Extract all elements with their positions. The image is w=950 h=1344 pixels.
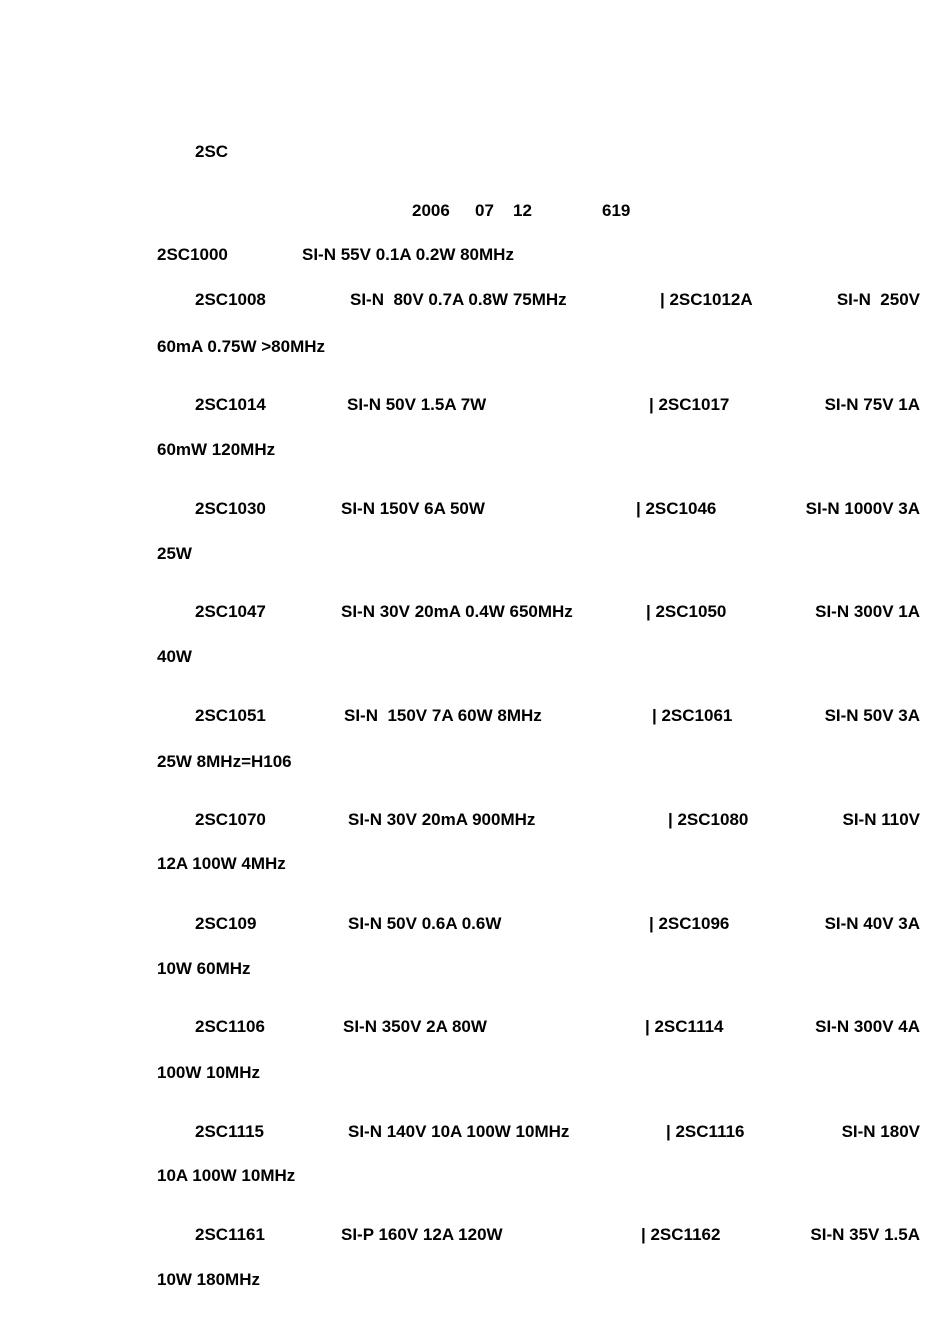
part-spec-secondary: SI-N 300V 4A	[815, 1017, 920, 1036]
part-code: 2SC1070	[195, 810, 266, 829]
part-code-secondary: | 2SC1017	[649, 395, 730, 414]
meta-year: 2006	[412, 201, 450, 220]
part-code-secondary: | 2SC1096	[649, 914, 730, 933]
part-spec-continued: 40W	[157, 647, 192, 666]
part-spec-continued: 12A 100W 4MHz	[157, 854, 286, 873]
part-code-secondary: | 2SC1061	[652, 706, 733, 725]
part-code: 2SC1115	[195, 1122, 265, 1141]
part-spec-continued: 10W 60MHz	[157, 959, 251, 978]
part-code: 2SC1161	[195, 1225, 265, 1244]
part-code: 2SC109	[195, 914, 257, 933]
part-spec: SI-N 140V 10A 100W 10MHz	[348, 1122, 570, 1141]
part-spec: SI-N 150V 7A 60W 8MHz	[344, 706, 542, 725]
part-code-secondary: | 2SC1050	[646, 602, 727, 621]
meta-month: 07	[475, 201, 494, 220]
part-spec-secondary: SI-N 50V 3A	[824, 706, 920, 725]
doc-title: 2SC	[195, 142, 229, 161]
part-spec-secondary: SI-N 75V 1A	[824, 395, 920, 414]
part-code-secondary: | 2SC1080	[668, 810, 749, 829]
part-spec: SI-N 55V 0.1A 0.2W 80MHz	[302, 245, 514, 264]
part-code: 2SC1047	[195, 602, 266, 621]
part-spec-continued: 10A 100W 10MHz	[157, 1166, 296, 1185]
part-spec-continued: 60mW 120MHz	[157, 440, 276, 459]
part-spec: SI-N 50V 0.6A 0.6W	[348, 914, 502, 933]
part-code-secondary: | 2SC1012A	[660, 290, 753, 309]
part-code: 2SC1051	[195, 706, 266, 725]
part-code: 2SC1014	[195, 395, 266, 414]
part-code: 2SC1030	[195, 499, 266, 518]
part-spec-continued: 25W	[157, 544, 192, 563]
part-spec: SI-N 350V 2A 80W	[343, 1017, 487, 1036]
part-code: 2SC1106	[195, 1017, 265, 1036]
part-spec: SI-N 50V 1.5A 7W	[347, 395, 487, 414]
part-spec: SI-N 30V 20mA 900MHz	[348, 810, 536, 829]
part-spec: SI-N 30V 20mA 0.4W 650MHz	[341, 602, 573, 621]
meta-day: 12	[513, 201, 532, 220]
part-spec-secondary: SI-N 180V	[841, 1122, 920, 1141]
part-spec-secondary: SI-N 40V 3A	[824, 914, 920, 933]
part-spec: SI-N 150V 6A 50W	[341, 499, 485, 518]
part-spec-continued: 60mA 0.75W >80MHz	[157, 337, 326, 356]
part-code: 2SC1008	[195, 290, 266, 309]
part-spec-continued: 100W 10MHz	[157, 1063, 260, 1082]
meta-count: 619	[602, 201, 631, 220]
part-spec-secondary: SI-N 35V 1.5A	[810, 1225, 920, 1244]
part-spec-secondary: SI-N 250V	[836, 290, 920, 309]
part-spec-continued: 25W 8MHz=H106	[157, 752, 292, 771]
part-code-secondary: | 2SC1116	[666, 1122, 745, 1141]
part-spec: SI-N 80V 0.7A 0.8W 75MHz	[350, 290, 567, 309]
part-code-secondary: | 2SC1114	[645, 1017, 724, 1036]
part-code-secondary: | 2SC1046	[636, 499, 717, 518]
part-code: 2SC1000	[157, 245, 228, 264]
part-code-secondary: | 2SC1162	[641, 1225, 721, 1244]
part-spec-secondary: SI-N 1000V 3A	[805, 499, 920, 518]
part-spec-secondary: SI-N 110V	[842, 810, 920, 829]
part-spec: SI-P 160V 12A 120W	[341, 1225, 503, 1244]
part-spec-secondary: SI-N 300V 1A	[815, 602, 920, 621]
part-spec-continued: 10W 180MHz	[157, 1270, 260, 1289]
